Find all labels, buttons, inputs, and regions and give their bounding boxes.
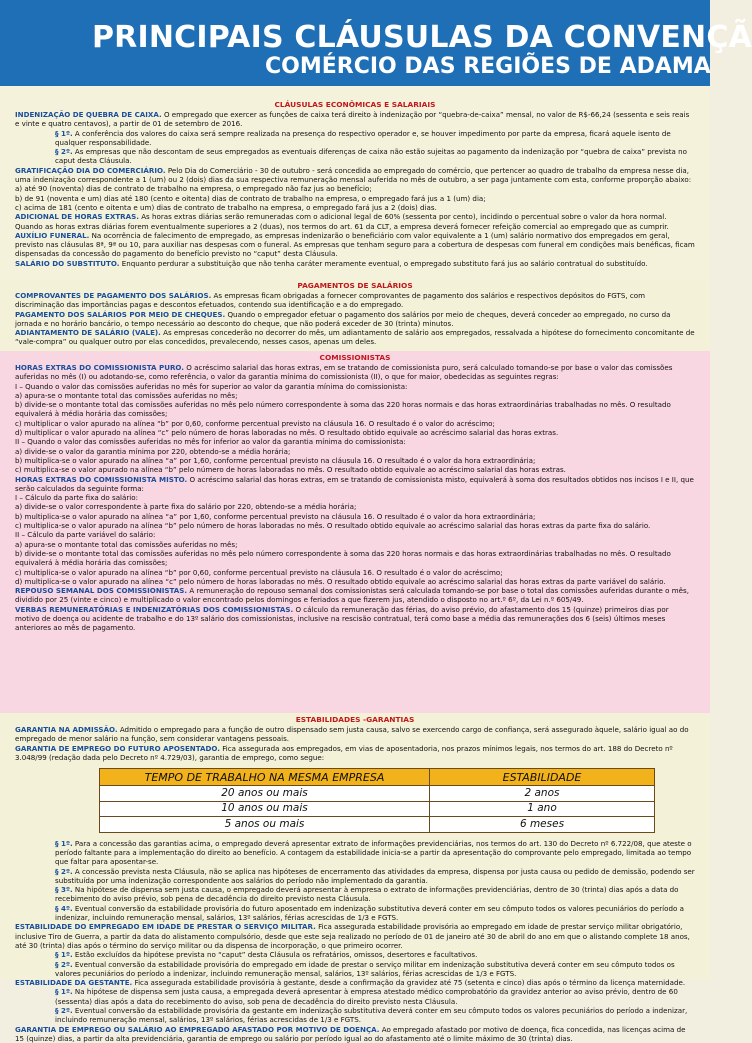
clause-label: PAGAMENTO DOS SALÁRIOS POR MEIO DE CHEQUES.: [15, 309, 226, 319]
section-body: [15, 363, 695, 633]
clause-label: VERBAS REMUNERATÓRIAS E INDENIZATÓRIAS DOS COMISSIONISTAS.: [15, 604, 294, 614]
paragraph: [15, 166, 695, 185]
clause-label: GARANTIA DE EMPREGO DO FUTURO APOSENTADO.: [15, 743, 220, 753]
table-cell: 6 meses: [430, 817, 655, 833]
paragraph: [15, 1025, 695, 1043]
clause-text: a) apura-se o montante total das comissões auferidas no mês;: [15, 539, 238, 549]
title-line-2: COMÉRCIO DAS REGIÕES DE ADAMA: [265, 54, 711, 79]
paragraph: [15, 310, 695, 329]
clause-text: II – Quando o valor das comissões auferidas no mês for inferior ao valor da garantia mínima do comissionista:: [15, 437, 406, 447]
clause-text: O cálculo da remuneração das férias, do aviso prévio, do afastamento dos 15 (quinze) primeiros dias por motivo de doença ou acidente de trabalho e do 13º salário dos comissionistas, inclusive na rescisão contratual, terá como base a média das remunerações dos 6 (seis) últimos meses anteriores ao mês de pagamento.: [15, 604, 669, 633]
clause-label: § 1º.: [55, 950, 73, 960]
clause-text: Na ocorrência de falecimento de empregado, as empresas indenizarão o beneficiário com valor equivalente a 1 (um) salário normativo dos empregados em geral, previsto nas cláusulas 8ª, 9ª ou 10, para auxiliar nas despesas com o funeral. As empresas que tenham seguro para a cobertura de despesas com funeral em condições mais benéficas, ficam dispensadas da concessão do pagamento do benefício previsto no “caput” desta Cláusula.: [15, 230, 695, 259]
paragraph: [15, 465, 695, 474]
clause-text: Eventual conversão da estabilidade provisória do empregado em idade de prestar o serviço militar em indenização substitutiva deverá conter em seu cômputo todos os valores pecuniários do período a indenizar, incluindo remuneração mensal, salários, 13º salários, férias acrescidas de 1/3 e FGTS.: [55, 959, 675, 978]
clause-text: b) multiplica-se o valor apurado na alínea “a” por 1,60, conforme percentual previsto na cláusula 16. O resultado é o valor da hora extraordinária;: [15, 455, 536, 465]
clause-label: SALÁRIO DO SUBSTITUTO.: [15, 258, 120, 268]
clause-text: c) multiplica-se o valor apurado na alínea “b” pelo número de horas laboradas no mês. O resultado obtido equivale ao acréscimo salarial das horas extras.: [15, 465, 566, 475]
table-row: [100, 817, 655, 833]
clause-label: § 2º.: [55, 1006, 73, 1016]
section-title: ESTABILIDADES -GARANTIAS: [295, 715, 415, 724]
paragraph: [15, 577, 695, 586]
clause-text: c) acima de 181 (cento e oitenta e um) dias de contrato de trabalho na empresa, o empregado fará jus a 2 (dois) dias.: [15, 202, 437, 212]
paragraph: [15, 212, 695, 231]
clause-text: b) de 91 (noventa e um) dias até 180 (cento e oitenta) dias de contrato de trabalho na empresa, o empregado fará jus a 1 (um) dia;: [15, 193, 486, 203]
paragraph: [15, 586, 695, 605]
paragraph: [15, 725, 695, 744]
paragraph: [15, 194, 695, 203]
paragraph: [15, 291, 695, 310]
clause-text: a) até 90 (noventa) dias de contrato de trabalho na empresa, o empregado não faz jus ao benefício;: [15, 184, 372, 194]
clause-text: A concessão prevista nesta Cláusula, não se aplica nas hipóteses de encerramento das atividades da empresa, dispensa por justa causa ou pedido de demissão, podendo ser substituída por uma indenização correspondente aos salários do período não implementado da garantia.: [55, 866, 695, 885]
clause-label: § 1º.: [55, 987, 73, 997]
clause-label: COMPROVANTES DE PAGAMENTO DOS SALÁRIOS.: [15, 291, 212, 300]
clause-label: § 1º.: [55, 128, 73, 138]
section-body-bottom: [15, 839, 695, 1043]
clause-label: § 2º.: [55, 959, 73, 969]
paragraph: [15, 744, 695, 763]
paragraph: [15, 129, 695, 148]
table-row: [100, 786, 655, 802]
paragraph: [15, 184, 695, 193]
section-comissionistas: [0, 351, 710, 713]
paragraph: [15, 521, 695, 530]
clause-text: As empresas concederão no decorrer do mês, um adiantamento de salário aos empregados, ressalvada a hipótese do fornecimento concomitante de “vale-compra” ou qualquer outro por elas concedidos, prevalecendo, nesses casos, apenas um deles.: [15, 328, 695, 347]
paragraph: [15, 328, 695, 347]
clause-text: c) multiplica-se o valor apurado na alínea “b” pelo número de horas laboradas no mês. O resultado obtido equivale ao acréscimo salarial das horas extras da parte fixa do salário.: [15, 521, 651, 531]
paragraph: [15, 502, 695, 511]
clause-label: § 1º.: [55, 838, 73, 848]
paragraph: [15, 839, 695, 867]
table-header-cell: TEMPO DE TRABALHO NA MESMA EMPRESA: [100, 769, 430, 786]
section-body: [15, 110, 695, 268]
clause-label: HORAS EXTRAS DO COMISSIONISTA PURO.: [15, 363, 184, 372]
clause-text: a) divide-se o valor correspondente à parte fixa do salário por 220, obtendo-se a média horária;: [15, 502, 357, 512]
paragraph: [15, 382, 695, 391]
section-title: PAGAMENTOS DE SALÁRIOS: [297, 281, 413, 290]
clause-text: Pelo Dia do Comerciário - 30 de outubro - será concedida ao empregado do comércio, que pertencer ao quadro de trabalho da empresa nesse dia, uma indenização correspondente a 1 (um) ou 2 (dois) dias da sua respectiva remuneração mensal auferida no mês de outubro, a ser paga juntamente com esta, conforme proporção abaixo:: [15, 165, 692, 185]
paragraph: [15, 549, 695, 568]
clause-text: As empresas ficam obrigadas a fornecer comprovantes de pagamento dos salários e respectivos depósitos do FGTS, com discriminação das importâncias pagas e descontos efetuados, contendo sua identificação e a do empregado.: [15, 291, 646, 310]
clause-label: ADICIONAL DE HORAS EXTRAS.: [15, 212, 139, 222]
paragraph: [15, 904, 695, 923]
table-header-cell: ESTABILIDADE: [430, 769, 655, 786]
clause-text: Na hipótese de dispensa sem justa causa, o empregado deverá apresentar à empresa o extrato de informações previdenciárias, dentro de 30 (trinta) dias após a data do recebimento do aviso prévio, sob pena de decadência do direito previsto nesta Cláusula.: [55, 885, 679, 904]
paragraph: [15, 437, 695, 446]
paragraph: [15, 950, 695, 959]
clause-text: b) divide-se o montante total das comissões auferidas no mês pelo número correspondente à soma das 220 horas normais e das horas extraordinárias trabalhadas no mês. O resultado equivalerá à média horária das comissões;: [15, 400, 671, 419]
paragraph: [15, 391, 695, 400]
paragraph: [15, 231, 695, 259]
paragraph: [15, 512, 695, 521]
clause-text: I – Cálculo da parte fixa do salário:: [15, 493, 138, 503]
clause-text: O acréscimo salarial das horas extras, em se tratando de comissionista misto, equivalerá à soma dos resultados obtidos nos incisos I e II, que serão calculados da seguinte forma:: [15, 474, 694, 493]
section-estabilidades: [0, 713, 710, 1043]
table-cell: 20 anos ou mais: [100, 786, 430, 802]
clause-text: Enquanto perdurar a substituição que não tenha caráter meramente eventual, o empregado substituto fará jus ao salário contratual do substituído.: [119, 258, 648, 268]
clause-text: A remuneração do repouso semanal dos comissionistas será calculada tomando-se por base o total das comissões auferidas durante o mês, dividido por 25 (vinte e cinco) e multiplicado o valor encontrado pelos domingos e feriados a que fizerem jus, atendido o disposto no art.º 6º, da Lei n.º 605/49.: [15, 586, 689, 605]
clause-text: II – Cálculo da parte variável do salário:: [15, 530, 156, 540]
paragraph: [15, 447, 695, 456]
paragraph: [15, 363, 695, 382]
clause-label: GARANTIA DE EMPREGO OU SALÁRIO AO EMPREGADO AFASTADO POR MOTIVO DE DOENÇA.: [15, 1024, 380, 1034]
paragraph: [15, 922, 695, 950]
clause-text: Eventual conversão da estabilidade provisória do futuro aposentado em indenização substitutiva deverá conter em seu cômputo todos os valores pecuniários do período a indenizar, incluindo remuneração mensal, salários, 13º salários, férias acrescidas de 1/3 e FGTS.: [55, 903, 684, 923]
paragraph: [15, 147, 695, 166]
paragraph: [15, 259, 695, 268]
paragraph: [15, 530, 695, 539]
section-economicas: [0, 86, 710, 279]
section-title: CLÁUSULAS ECONÔMICAS E SALARIAIS: [274, 100, 436, 109]
clause-label: AUXÍLIO FUNERAL.: [15, 230, 90, 240]
paragraph: [15, 1006, 695, 1025]
paragraph: [15, 400, 695, 419]
clause-text: Eventual conversão da estabilidade provisória da gestante em indenização substitutiva deverá conter em seu cômputo todos os valores pecuniários do período a indenizar, incluindo remuneração mensal, salários, 13º salários, férias acrescidas de 1/3 e FGTS.: [55, 1006, 688, 1025]
paragraph: [15, 428, 695, 437]
clause-text: c) multiplicar o valor apurado na alínea “b” por 0,60, conforme percentual previsto na cláusula 16. O resultado é o valor do acréscimo;: [15, 418, 495, 428]
clause-text: Fica assegurada aos empregados, em vias de aposentadoria, nos prazos mínimos legais, nos termos do art. 188 do Decreto nº 3.048/99 (redação dada pelo Decreto nº 4.729/03), garantia de emprego, como segue:: [15, 743, 673, 762]
clause-text: O empregado que exercer as funções de caixa terá direito à indenização por “quebra-de-caixa” mensal, no valor de R$-66,24 (sessenta e seis reais e vinte e quatro centavos), a partir de 01 de setembro de 2016.: [15, 110, 690, 129]
table-row: [100, 801, 655, 817]
paragraph: [15, 978, 695, 987]
clause-label: § 3º.: [55, 885, 73, 895]
clause-label: GARANTIA NA ADMISSÃO.: [15, 725, 118, 734]
paragraph: [15, 885, 695, 904]
clause-label: ADIANTAMENTO DE SALÁRIO (VALE).: [15, 328, 161, 338]
clause-label: § 2º.: [55, 866, 73, 876]
clause-text: As empresas que não descontam de seus empregados as eventuais diferenças de caixa não estão sujeitas ao pagamento da indenização por “quebra de caixa” prevista no caput desta Cláusula.: [55, 147, 687, 166]
clause-label: INDENIZAÇÃO DE QUEBRA DE CAIXA.: [15, 110, 162, 119]
table-cell: 10 anos ou mais: [100, 801, 430, 817]
clause-label: HORAS EXTRAS DO COMISSIONISTA MISTO.: [15, 474, 188, 484]
paragraph: [15, 568, 695, 577]
paragraph: [15, 110, 695, 129]
clause-text: c) multiplica-se o valor apurado na alínea “b” por 0,60, conforme percentual previsto na cláusula 16. O resultado é o valor do acréscimo;: [15, 567, 503, 577]
paragraph: [15, 456, 695, 465]
clause-text: O acréscimo salarial das horas extras, em se tratando de comissionista puro, será calculado tomando-se por base o valor das comissões auferidas no mês (I) ou adotando-se, como referência, o valor da garantia mínima do comissionista (II), o que for maior, obedecidas as seguintes regras:: [15, 363, 673, 382]
table-cell: 2 anos: [430, 786, 655, 802]
clause-label: § 4º.: [55, 903, 73, 913]
paragraph: [15, 867, 695, 886]
clause-text: a) apura-se o montante total das comissões auferidas no mês;: [15, 390, 238, 400]
clause-text: Na hipótese de dispensa sem justa causa, a empregada deverá apresentar à empresa atestado médico comprobatório da gravidez anterior ao aviso prévio, dentro de 60 (sessenta) dias após a data do recebimento do aviso, sob pena de decadência do direito previsto nesta Cláusula.: [55, 987, 678, 1006]
clause-text: Quando o empregador efetuar o pagamento dos salários por meio de cheques, deverá conceder ao empregado, no curso da jornada e no horário bancário, o tempo necessário ao desconto do cheque, que não poderá exceder de 30 (trinta) minutos.: [15, 309, 671, 328]
clause-text: Estão excluídos da hipótese prevista no “caput” desta Cláusula os refratários, omissos, desertores e facultativos.: [72, 950, 478, 960]
clause-text: b) multiplica-se o valor apurado na alínea “a” por 1,60, conforme percentual previsto na cláusula 16. O resultado é o valor da hora extraordinária;: [15, 511, 536, 521]
clause-text: Fica assegurada estabilidade provisória ao empregado em idade de prestar serviço militar obrigatório, inclusive Tiro de Guerra, a partir da data do alistamento compulsório, desde que este seja realizado no período de 01 de janeiro até 30 de abril do ano em que o alistando complete 18 anos, até 30 (trinta) dias após o término do serviço militar ou da dispensa de incorporação, o que primeiro ocorrer.: [15, 922, 690, 950]
clause-text: As horas extras diárias serão remuneradas com o adicional legal de 60% (sessenta por cento), incidindo o percentual sobre o valor da hora normal. Quando as horas extras diárias forem eventualmente superiores a 2 (duas), nos termos do art. 61 da CLT, a empresa deverá fornecer refeição comercial ao empregado que as cumprir.: [15, 212, 669, 231]
clause-text: Para a concessão das garantias acima, o empregado deverá apresentar extrato de informações previdenciárias, nos termos do art. 130 do Decreto nº 6.722/08, que ateste o período faltante para a implementação do direito ao benefício. A contagem da estabilidade inicia-se a partir da apresentação do comprovante pelo empregado, limitada ao tempo que faltar para aposentar-se.: [55, 838, 692, 867]
table-cell: 1 ano: [430, 801, 655, 817]
clause-label: § 2º.: [55, 147, 73, 157]
paragraph: [15, 987, 695, 1006]
paragraph: [15, 203, 695, 212]
header-banner: [0, 0, 752, 86]
clause-text: d) multiplicar o valor apurado na alínea “c” pelo número de horas laboradas no mês. O resultado obtido equivale ao acréscimo salarial das horas extras.: [15, 428, 559, 438]
paragraph: [15, 960, 695, 979]
paragraph: [15, 475, 695, 494]
clause-text: Admitido o empregado para a função de outro dispensado sem justa causa, salvo se exercendo cargo de confiança, será assegurado àquele, salário igual ao do empregado de menor salário na função, sem considerar vantagens pessoais.: [15, 725, 689, 744]
paragraph: [15, 493, 695, 502]
clause-label: ESTABILIDADE DA GESTANTE.: [15, 978, 133, 988]
paragraph: [15, 605, 695, 633]
clause-label: REPOUSO SEMANAL DOS COMISSIONISTAS.: [15, 586, 188, 596]
clause-text: Fica assegurada estabilidade provisória à gestante, desde a confirmação da gravidez até 75 (setenta e cinco) dias após o término da licença maternidade.: [132, 978, 686, 988]
clause-text: d) multiplica-se o valor apurado na alínea “c” pelo número de horas laboradas no mês. O resultado obtido equivale ao acréscimo salarial das horas extras da parte variável do salário.: [15, 576, 666, 586]
paragraph: [15, 540, 695, 549]
section-pagamentos: [0, 279, 710, 351]
clause-text: I – Quando o valor das comissões auferidas no mês for superior ao valor da garantia mínima do comissionista:: [15, 381, 408, 391]
section-title: COMISSIONISTAS: [319, 353, 391, 362]
clause-text: A conferência dos valores do caixa será sempre realizada na presença do respectivo operador e, se houver impedimento por parte da empresa, ficará aquele isento de qualquer responsabilidade.: [55, 128, 671, 147]
clause-text: Ao empregado afastado por motivo de doença, fica concedida, nas licenças acima de 15 (quinze) dias, a partir da alta previdenciária, garantia de emprego ou salário por período igual ao do afastamento até o limite máximo de 30 (trinta) dias.: [15, 1024, 686, 1043]
clause-label: ESTABILIDADE DO EMPREGADO EM IDADE DE PRESTAR O SERVIÇO MILITAR.: [15, 922, 316, 932]
table-cell: 5 anos ou mais: [100, 817, 430, 833]
title-line-1: PRINCIPAIS CLÁUSULAS DA CONVENÇÃ: [92, 20, 752, 55]
clause-text: a) divide-se o valor da garantia mínima por 220, obtendo-se a média horária;: [15, 446, 291, 456]
clause-text: b) divide-se o montante total das comissões auferidas no mês pelo número correspondente à soma das 220 horas normais e das horas extraordinárias trabalhadas no mês. O resultado equivalerá à média horária das comissões;: [15, 548, 671, 568]
estabilidade-table: [99, 768, 655, 833]
paragraph: [15, 419, 695, 428]
clause-label: GRATIFICAÇÃO DIA DO COMERCIÁRIO.: [15, 165, 166, 175]
section-body: [15, 291, 695, 347]
table-header-row: [100, 769, 655, 786]
section-body-top: [15, 725, 695, 762]
